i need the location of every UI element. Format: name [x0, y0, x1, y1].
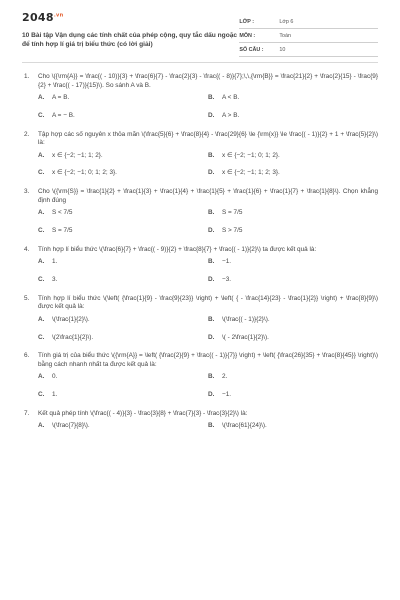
question-item	[22, 73, 378, 121]
question-row	[22, 131, 378, 148]
question-text: Tính hợp lí biểu thức \(\frac{6}{7} + \frac{( - 9)}{2} + \frac{8}{7} + \frac{( - 1)}{2}\) ta được kết quả là:	[38, 245, 317, 253]
option-letter: D.	[208, 169, 215, 177]
option-text: x ∈ {−2; −1; 1; 2}.	[52, 151, 103, 159]
answer-option[interactable]	[38, 391, 208, 400]
option-letter: B.	[208, 258, 215, 266]
question-number: 6.	[24, 352, 30, 360]
option-text: 1.	[52, 391, 58, 399]
option-letter: C.	[38, 275, 45, 283]
question-text: Cho \({\rm{A}} = \frac{( - 10)}{3} + \frac{6}{7} - \frac{2}{3} - \frac{( - 8)}{7};\,\,{\rm{B}} = \frac{21}{2} + \frac{2}{15} - \frac{9}{2} + \frac{( - 17)}{15}\). So sánh A và B.	[38, 73, 378, 89]
meta-label: LỚP :	[239, 18, 255, 25]
question-number: 1.	[24, 73, 30, 80]
question-row	[22, 352, 378, 369]
answer-option[interactable]	[208, 276, 378, 285]
answer-option[interactable]	[38, 112, 208, 121]
site-logo[interactable]	[22, 11, 239, 26]
option-letter: C.	[38, 391, 45, 399]
question-text: Tính hợp lí biểu thức \(\left( {\frac{1}{9} - \frac{9}{23}} \right) + \left( { - \frac{14}{23} - \frac{1}{2}} \right) + \frac{8}{9}\) được kết quả là:	[38, 294, 378, 311]
option-text: S = 7/5	[52, 227, 73, 235]
option-letter: D.	[208, 391, 215, 399]
meta-row-subject	[239, 31, 378, 43]
option-letter: A.	[38, 258, 45, 266]
option-text: −3.	[222, 275, 232, 283]
option-text: A < B.	[222, 94, 240, 102]
answer-options	[38, 152, 378, 178]
option-letter: A.	[38, 373, 45, 381]
question-item	[22, 246, 378, 285]
question-item	[22, 410, 378, 431]
option-letter: A.	[38, 94, 45, 102]
answer-option[interactable]	[208, 152, 378, 161]
option-letter: D.	[208, 111, 215, 119]
answer-option[interactable]	[38, 276, 208, 285]
option-letter: D.	[208, 333, 215, 341]
answer-option[interactable]	[38, 334, 208, 343]
answer-option[interactable]	[38, 209, 208, 218]
option-text: \(\frac{1}{2}\).	[52, 315, 90, 323]
answer-option[interactable]	[208, 422, 378, 431]
option-text: −1.	[222, 391, 232, 399]
answer-options	[38, 258, 378, 284]
answer-option[interactable]	[38, 227, 208, 236]
document-title: 10 Bài tập Vận dụng các tính chất của phép cộng, quy tắc dấu ngoặc để tính hợp lí giá trị biểu thức (có lời giải)	[22, 31, 238, 48]
option-letter: C.	[38, 111, 45, 119]
option-letter: B.	[208, 373, 215, 381]
answer-option[interactable]	[38, 373, 208, 382]
question-number: 3.	[24, 188, 30, 196]
question-item	[22, 131, 378, 179]
question-number: 4.	[24, 245, 30, 253]
answer-options	[38, 209, 378, 235]
answer-option[interactable]	[208, 227, 378, 236]
option-text: A = − B.	[52, 111, 75, 119]
meta-row-count	[239, 45, 378, 57]
answer-option[interactable]	[208, 94, 378, 103]
option-text: \(\frac{7}{8}\).	[52, 422, 90, 430]
option-letter: B.	[208, 151, 215, 159]
answer-option[interactable]	[38, 152, 208, 161]
document-header	[22, 0, 378, 60]
option-text: \(\frac{61}{24}\).	[222, 422, 267, 430]
answer-options	[38, 422, 378, 431]
option-text: A > B.	[222, 111, 240, 119]
answer-option[interactable]	[208, 169, 378, 178]
option-letter: D.	[208, 275, 215, 283]
option-letter: A.	[38, 209, 45, 217]
question-row	[22, 73, 378, 90]
answer-option[interactable]	[38, 169, 208, 178]
answer-option[interactable]	[208, 112, 378, 121]
option-letter: C.	[38, 169, 45, 177]
meta-panel	[239, 11, 378, 60]
meta-value: Toán	[279, 32, 292, 39]
option-text: S < 7/5	[52, 209, 73, 217]
question-text: Tập hợp các số nguyên x thỏa mãn \(\frac{5}{6} + \frac{8}{4} - \frac{29}{6} \le {\rm{x}} \le \frac{( - 1)}{2} + 1 + \frac{5}{2}\) là:	[38, 130, 378, 147]
question-number: 2.	[24, 130, 30, 138]
answer-options	[38, 94, 378, 120]
option-text: 0.	[52, 373, 58, 381]
meta-row-class	[239, 17, 378, 29]
question-text: Kết quả phép tính \(\frac{( - 4)}{3} - \frac{3}{8} + \frac{7}{3} - \frac{3}{2}\) là:	[38, 409, 248, 417]
option-letter: C.	[38, 333, 45, 341]
answer-option[interactable]	[38, 94, 208, 103]
option-text: 2.	[222, 373, 228, 381]
answer-option[interactable]	[38, 422, 208, 431]
option-letter: B.	[208, 94, 215, 102]
option-text: 1.	[52, 258, 58, 266]
option-letter: B.	[208, 209, 215, 217]
option-text: S > 7/5	[222, 227, 243, 235]
meta-value: 10	[279, 46, 286, 53]
header-left	[22, 11, 239, 60]
answer-option[interactable]	[208, 316, 378, 325]
question-text: Cho \({\rm{S}} = \frac{1}{2} + \frac{1}{3} + \frac{1}{4} + \frac{1}{5} + \frac{1}{6} + \frac{1}{7} + \frac{1}{8}\). Chọn khẳng định đúng	[38, 188, 378, 204]
option-text: \(2\frac{1}{2}\).	[52, 333, 94, 341]
answer-options	[38, 373, 378, 399]
logo-suffix: .vn	[53, 12, 64, 19]
meta-value: Lớp 6	[279, 18, 294, 25]
option-letter: A.	[38, 151, 45, 159]
option-letter: D.	[208, 227, 215, 235]
answer-options	[38, 316, 378, 342]
option-text: x ∈ {−2; −1; 1; 2; 3}.	[222, 169, 280, 177]
header-divider	[22, 62, 378, 63]
answer-option[interactable]	[208, 258, 378, 267]
question-row	[22, 295, 378, 312]
option-text: S = 7/5	[222, 209, 243, 217]
option-text: \(\frac{( - 1)}{2}\).	[222, 315, 270, 323]
option-letter: A.	[38, 422, 45, 430]
logo-text: 2048	[22, 11, 54, 24]
answer-option[interactable]	[208, 209, 378, 218]
question-number: 7.	[24, 409, 30, 417]
question-row	[22, 246, 378, 255]
question-item	[22, 352, 378, 400]
option-letter: B.	[208, 422, 215, 430]
answer-option[interactable]	[208, 334, 378, 343]
option-text: x ∈ {−2; −1; 0; 1; 2}.	[222, 151, 280, 159]
option-text: 3.	[52, 275, 58, 283]
answer-option[interactable]	[208, 373, 378, 382]
meta-label: MÔN :	[239, 32, 256, 39]
question-row	[22, 410, 378, 419]
answer-option[interactable]	[208, 391, 378, 400]
option-text: −1.	[222, 258, 232, 266]
option-text: \( - 2\frac{1}{2}\).	[222, 333, 269, 341]
question-row	[22, 188, 378, 205]
question-number: 5.	[24, 294, 30, 302]
option-text: A = B.	[52, 94, 70, 102]
question-list	[22, 73, 378, 431]
question-item	[22, 188, 378, 236]
option-letter: C.	[38, 227, 45, 235]
option-letter: B.	[208, 315, 215, 323]
answer-option[interactable]	[38, 258, 208, 267]
option-letter: A.	[38, 315, 45, 323]
question-item	[22, 295, 378, 343]
question-text: Tính giá trị của biểu thức \({\rm{A}} = \left( {\frac{2}{9} + \frac{( - 1)}{7}} \right) + \left( {\frac{26}{35} + \frac{8}{45}} \right)\) bằng cách nhanh nhất ta được kết quả là:	[38, 352, 378, 368]
option-text: x ∈ {−2; −1; 0; 1; 2; 3}.	[52, 169, 117, 177]
meta-label: SỐ CÂU :	[239, 46, 264, 53]
answer-option[interactable]	[38, 316, 208, 325]
